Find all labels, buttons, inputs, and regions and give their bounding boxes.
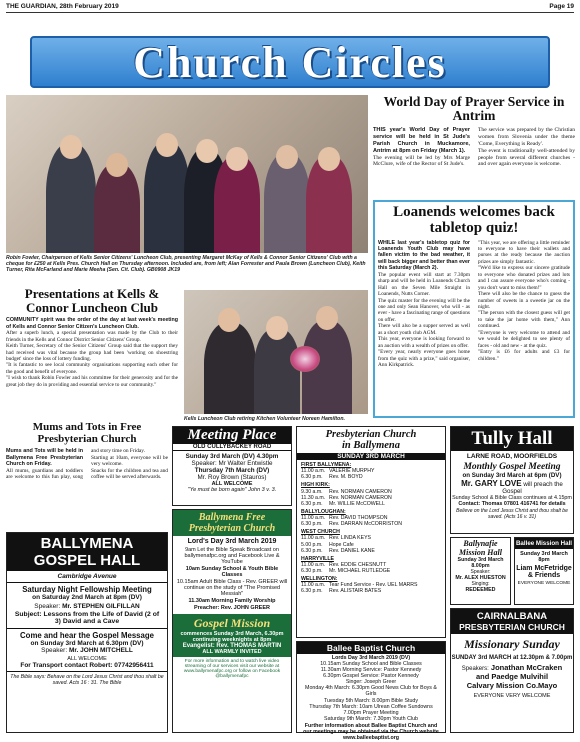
ad-label: Singing: [471,581,490,587]
church-circles-banner [30,36,550,88]
ad-title: Tully Hall [451,427,573,451]
service-time: 6.30 p.m. [301,500,323,507]
article-paragraph: This year, everyone is looking forward to an auction with a wealth of prizes on offer. [378,336,470,349]
service-time: 11.30 a.m. [301,494,326,501]
ad-line: Singer: Joseph Greer [345,679,397,686]
ad-date: SUNDAY 3RD MARCH [297,453,445,460]
ad-speaker: Mr. ALEX HUESTON [455,575,506,581]
ad-date: on Sunday 3rd March at 6pm (DV) [462,472,562,479]
ad-title: GOSPEL HALL [33,552,141,569]
ad-heading: Saturday Night Fellowship Meeting [7,582,167,594]
ad-speaker: and Paedge Mulvihil [475,672,549,681]
article-paragraph: After a superb lunch, a special presentation was made by the Club to their friends in the Kells and Connor District Senior Citizens' Group. [6,330,178,343]
ad-line: Speaker: Mr Walter Entwistle [191,460,273,467]
church-name: HARRYVILLE [301,555,334,562]
article-paragraph: "We'd like to express our sincere gratitude to everyone who donated prizes and lots and I can assure everyone who's coming - you don't want to miss them!" [478,265,570,291]
service-preacher: Rev. M. BOYD [329,474,363,481]
service-row [301,568,441,574]
tully-hall-ad [450,426,574,534]
photo-caption: Robin Fowler, Chairperson of Kells Senior Citizens' Luncheon Club, presenting Margaret McKay of Kells & Connor Senior Citizens' Club with a cheque for £250 at Kells Pres. Church Hall on Thursday afternoon. Included are, from left; Alan Forrester and Paula Brown (Luncheon Club), Keith Turner, Rita McFarland and Marie Meeha (Sen. Cit. Club). GB0908 JK19 [6,255,366,274]
service-preacher: Rev. DAVID THOMPSON [329,515,388,522]
ad-title: Ballymena Free [198,512,266,523]
article-paragraph: The popular event will start at 7.30pm sharp and will be held in Loanends Church Hall on the Seven Mile Straight in Loanends, Nutts Corner. [378,271,470,298]
ad-line: 7.00pm Prayer Meeting [343,709,399,716]
service-time: 11.00 a.m. [301,561,326,568]
group-photo [6,95,368,253]
article-paragraph: The service was prepared by the Christian women from Slovenia under the theme 'Come, Everything is Ready'. [478,127,575,147]
service-row [301,474,441,480]
article-title: Presentations at Kells & Connor Luncheon Club [24,286,160,315]
article-paragraph: The quiz master for the evening will be the one and only Sean Hanover, who will - as ever - have a fascinating range of questions on offer. [378,297,470,323]
ad-label: Speaker: [470,569,491,575]
ad-address: Cambridge Avenue [57,573,117,580]
article-paragraph: "It is fantastic to see local community organisations supporting each other for the good and benefit of everyone. [6,362,178,375]
service-time: 6.30 p.m. [301,547,323,554]
ad-speaker: Liam McFetridge [516,565,572,572]
ad-title: in Ballymena [341,440,401,452]
ad-line: Sunday School & Bible Class continues at 4.15pm [452,495,572,501]
gospel-hall-ad [6,532,168,733]
article-lead: WHILE last year's tabletop quiz for Loanends Youth Club may have fallen victim to the bad weather, it will back bigger and better than ever this Saturday (March 2). [378,239,470,272]
ad-speaker: Mr. GARY LOVE [461,479,522,488]
ad-date: Sunday 3rd March [457,557,504,563]
service-time: 5.00 p.m. [301,541,323,548]
service-preacher: Rev. EDDIE CHESNUTT [329,561,387,568]
ad-contact: Contact: Thomas 07801 416741 for details [458,501,566,507]
ad-welcome: ALL WELCOME [211,481,253,487]
ad-line: commences Sunday 3rd March, 6.30pm [180,631,284,637]
article-paragraph: "This year, we are offering a little reminder to everyone to have their wallets and purses at the ready because the auction prizes are simply fantastic. [478,239,570,265]
church-name: WEST CHURCH [301,529,340,536]
article-paragraph: "I wish to thank Robin Fowler and his committee for their generosity and for the great job they do in providing and essential service to our community." [6,375,178,388]
kells-luncheon-article [6,287,178,417]
ad-date: on Saturday 2nd March at 8pm (DV) [32,594,142,601]
ad-title: CAIRNALBANA [476,611,548,622]
article-lead: THIS year's World Day of Prayer service will be held in St Jude's Parish Church in Muckamore, Antrim at 8pm on Friday (March 1). [373,127,470,154]
ad-label: Speakers: [461,666,489,672]
service-row [301,501,441,507]
ad-heading: Monthly Gospel Meeting [463,462,561,472]
ad-line: continuing weeknights at 8pm [192,637,272,643]
ad-speaker: Jonathan McCraken [490,663,563,672]
ad-welcome: EVERYONE WELCOME [517,581,571,586]
cairnalbana-ad [450,608,574,733]
ad-line: ALL WARMLY INVITED [202,649,262,655]
ad-footer: Further information about Ballee Baptist Church and our meetings may be obtained via the Church website www.balleebaptist.org [303,722,439,742]
volunteer-photo [184,290,368,414]
article-lead: COMMUNITY spirit was the order of the day at last week's meeting of Kells and Connor Senior Citizen's Luncheon Club. [6,317,178,330]
article-title: Loanends welcomes back tabletop quiz! [393,204,555,236]
ad-line: Saturday 9th March: 7.30pm Youth Club [324,715,418,722]
ad-time: 8.00pm [471,563,490,569]
service-preacher: Hope Cafe [329,541,354,548]
ad-welcome: EVERYONE VERY WELCOME [473,693,551,699]
ad-line: will preach the Gospel [502,481,563,495]
service-list [297,462,445,595]
article-title: World Day of Prayer Service in Antrim [383,94,565,124]
service-time: 6.30 p.m. [301,521,323,528]
service-time: 11.00 a.m. [301,535,326,542]
church-name: WELLINGTON: [301,576,338,583]
service-row [301,521,441,527]
article-title: Mums and Tots in Free Presbyterian Church [32,421,142,445]
article-paragraph: All mums, guardians and toddlers are welcome to this fun play, song and story time on Friday. [6,448,145,481]
service-time: 6.30 p.m. [301,588,323,595]
service-preacher: Rev. ALISTAIR BATES [329,588,382,595]
ad-line: Sunday 3rd March (DV) 4.30pm [185,453,279,460]
meeting-place-ad [172,426,292,506]
article-paragraph: "The person with the closest guess will get to take the jar home with them," Ann continued. [478,310,570,330]
ballee-baptist-ad [296,641,446,742]
ad-subject: Subject: Lessons from the Life of David (2 of 3) David and a Cave [14,611,160,625]
ad-date: on Sunday 3rd March at 6.30pm (DV) [30,640,144,647]
ad-line: Thursday 7th March: 10am Ulrean Coffee Sundowns [309,703,433,710]
ad-line: Tuesday 5th March: 8.00pm Bible Study [323,697,419,704]
service-preacher: Tear Fund Service - Rev. UEL MARRS [329,582,418,589]
ad-title: PRESBYTERIAN CHURCH [459,622,565,632]
service-time: 11.00 a.m. [301,582,326,589]
article-paragraph: "Entry is £6 for adults and £3 for children." [478,349,570,362]
ad-label: Speaker: [34,603,61,610]
ad-address: LARNE ROAD, MOORFIELDS [466,453,558,460]
service-preacher: VALERIE MURPHY [329,468,375,475]
ad-line: 10am Sunday School & Youth Bible Classes [185,566,279,578]
service-preacher: Rev. LINDA KEYS [329,535,371,542]
service-preacher: Mr. MICHAEL RUTLEDGE [329,568,391,575]
article-lead: Mums and Tots will be held in Ballymena Free Presbyterian Church on Friday. [6,448,83,468]
ad-line: Monday 4th March: 6.30pm Good News Club for Boys & Girls [305,685,437,698]
service-preacher: Rev. NORMAN CAMERON [329,488,392,495]
ad-title: Ballee Mission Hall [515,540,573,547]
ad-line: 10.15am Sunday School and Bible Classes [320,661,422,668]
page-number: Page 19 [549,3,574,10]
ad-verse: The Bible says: Behave on the Lord Jesus Christ and thou shalt be saved. Acts 16 : 31. The Bible [7,671,167,688]
ad-time: 8pm [538,557,550,563]
article-paragraph: "Everyone is very welcome to attend and we would be delighted to see plenty of faces - old and new - at the quiz. [478,329,570,349]
photo-caption: Kells Luncheon Club retiring Kitchen Volunteer Noreen Hamilton. [184,416,345,422]
ad-line: Mr. Roy Brown (Stauros) [197,474,267,481]
article-paragraph: There will also be a supper served as well as a short youth club AGM. [378,323,470,336]
ad-title: Ballynafie [463,539,498,548]
page-header [6,3,574,13]
church-name: HIGH KIRK: [301,482,330,489]
service-row [301,548,441,554]
free-presbyterian-ad [172,509,292,733]
ad-heading: Come and hear the Gospel Message [7,628,167,640]
ad-line: 11.30am Morning Service: Pastor Kennedy [320,667,422,674]
loanends-quiz-article [373,200,575,418]
article-paragraph: The event is traditionally well-attended by people from several different churches - and over again everyone is welcome. [478,147,575,168]
ballee-mission-ad [514,537,574,605]
ad-line: Preacher: Rev. JOHN GREER [193,605,270,611]
church-name: BALLYLOUGHAN: [301,508,346,515]
ad-address: OLD CULLYBACKEY ROAD [173,444,291,451]
ad-title: Mission Hall [459,548,502,557]
ad-title: Presbyterian Church [188,523,276,534]
service-time: 11.00 a.m. [301,515,326,522]
mums-tots-article [6,422,168,530]
ballynafie-mission-ad [450,537,511,605]
ad-line: 10.15am Adult Bible Class - Rev. GREER will continue on the study of "The Promised Messiah" [176,579,288,597]
service-preacher: Rev. NORMAN CAMERON [329,494,392,501]
ad-label: Speaker: [41,647,68,654]
service-row [301,588,441,594]
ad-line: 6.30pm Gospel Service: Pastor Kennedy [323,673,419,680]
ad-speaker: Mr. JOHN MITCHELL [68,647,133,654]
service-preacher: Rev. DARRAN McCORRISTON [329,521,403,528]
ad-title: Presbyterian Church [325,429,417,440]
ad-title: BALLYMENA [40,535,134,552]
service-time: 9.30 a.m. [301,488,323,495]
service-time: 6.30 p.m. [301,474,323,481]
article-paragraph: Snacks for the children and tea and coffee will be served afterwards. [91,467,168,481]
ad-date: Sunday 3rd March [520,551,568,557]
ad-speaker: Mr. STEPHEN GILFILLAN [62,603,140,610]
ad-line: Thursday 7th March (DV) [194,467,270,474]
ad-line: Evangelist: Rev. THOMAS MARTIN [182,643,282,649]
ad-line: 11.30am Morning Family Worship [188,598,276,604]
ad-date: Lord's Day 3rd March 2019 [187,538,277,545]
ad-verse: "Ye must be born again" John 3 v. 3. [187,487,277,493]
article-paragraph: The evening will be led by Mrs Marge McClure, wife of the Rector of St Jude's. [373,154,470,168]
presbyterian-ballymena-ad [296,426,446,638]
ad-speaker: & Friends [527,572,561,579]
ad-title: Meeting Place [173,427,291,444]
world-day-prayer-article [373,95,575,195]
article-paragraph: "Every year, nearly everyone goes home from the quiz with a prize," said organiser, Ann Kirkpatrick. [378,349,470,369]
newspaper-date: THE GUARDIAN, 28th February 2019 [6,3,119,10]
ad-date: SUNDAY 3rd MARCH at 12.30pm & 7.00pm [451,655,573,661]
ad-welcome: ALL WELCOME [67,656,107,662]
church-name: FIRST BALLYMENA: [301,462,352,469]
banner-title: Church Circles [133,37,447,87]
service-time: 11.00 a.m. [301,468,326,475]
article-paragraph: There will also be the chance to guess the number of sweets in a sweetie jar on the night. [478,291,570,311]
ad-heading: Gospel Mission [193,616,271,630]
ad-date: Lords Day 3rd March 2019 (DV) [331,655,411,661]
ad-heading: Missionary Sunday [464,637,560,651]
ad-footer: For more information and to watch live video streaming of our services visit our website at www.ballymenafpc.org or follow on Facebook @ballymenafpc [183,659,281,679]
article-paragraph: Keith Turner, Secretary of the Senior Citizens' Group said that the support they had received was vital because the group had been 'working on shoestring budget' since the loss of lottery funding. [6,343,178,362]
ad-contact: For Transport contact Robert: 07742956411 [20,662,154,669]
service-preacher: Rev. DANIEL KANE [329,547,375,554]
ad-singers: REDEEMED [465,587,496,593]
service-preacher: Mr. WILLIE McCOWELL [329,500,385,507]
ad-verse: Believe on the Lord Jesus Christ and thou shalt be saved. (Acts 16 v. 31) [456,508,568,520]
ad-line: 9am Let the Bible Speak Broadcast on ballymenafpc.org and Facebook Live & YouTube [184,547,280,565]
service-time: 6.30 p.m. [301,568,323,575]
ad-organisation: Calvary Mission Co.Mayo [466,681,558,690]
ad-title: Ballee Baptist Church [297,642,445,654]
article-paragraph: Starting at 10am, everyone will be very welcome. [91,454,168,468]
